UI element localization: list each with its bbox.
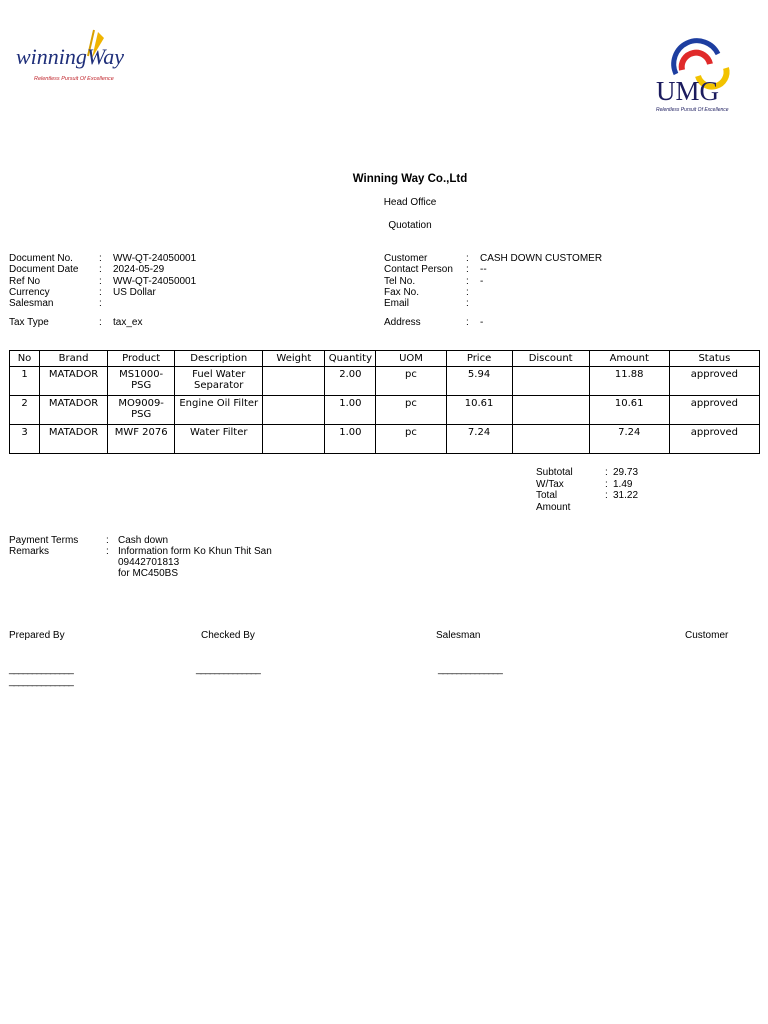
cell-weight <box>263 425 325 454</box>
cell-discount <box>512 396 589 425</box>
col-header-status: Status <box>669 351 759 367</box>
svg-text:Relentless Pursuit Of Excellen: Relentless Pursuit Of Excellence <box>34 76 114 82</box>
cell-amount: 10.61 <box>589 396 669 425</box>
cell-description: Engine Oil Filter <box>175 396 263 425</box>
cell-description: Water Filter <box>175 425 263 454</box>
office-name: Head Office <box>383 197 437 208</box>
cell-product: MS1000-PSG <box>108 367 175 396</box>
cell-status: approved <box>669 367 759 396</box>
customer-label: Customer <box>685 630 729 641</box>
cell-weight <box>263 396 325 425</box>
cell-amount: 7.24 <box>589 425 669 454</box>
cell-discount <box>512 367 589 396</box>
svg-text:UMG: UMG <box>656 76 720 106</box>
col-header-weight: Weight <box>263 351 325 367</box>
salesman-label: Salesman <box>436 630 481 641</box>
company-name: Winning Way Co.,Ltd <box>352 173 468 185</box>
umg-logo <box>648 32 744 116</box>
cell-product: MWF 2076 <box>108 425 175 454</box>
document-title: Quotation <box>388 220 432 231</box>
cell-status: approved <box>669 396 759 425</box>
checked-by-label: Checked By <box>201 630 255 641</box>
cell-discount <box>512 425 589 454</box>
cell-no: 1 <box>10 367 40 396</box>
checked-by-signature-line: ______________ <box>196 664 260 675</box>
col-header-price: Price <box>446 351 512 367</box>
col-header-discount: Discount <box>512 351 589 367</box>
cell-description: Fuel Water Separator <box>175 367 263 396</box>
cell-brand: MATADOR <box>40 425 108 454</box>
table-row <box>10 396 760 425</box>
cell-quantity: 1.00 <box>325 396 376 425</box>
cell-quantity: 1.00 <box>325 425 376 454</box>
cell-product: MO9009-PSG <box>108 396 175 425</box>
col-header-amount: Amount <box>589 351 669 367</box>
col-header-brand: Brand <box>40 351 108 367</box>
prepared-by-signature-line: ______________ <box>9 664 73 675</box>
items-table <box>9 350 760 454</box>
cell-price: 7.24 <box>446 425 512 454</box>
cell-brand: MATADOR <box>40 396 108 425</box>
cell-weight <box>263 367 325 396</box>
col-header-uom: UOM <box>376 351 446 367</box>
cell-uom: pc <box>376 396 446 425</box>
cell-no: 3 <box>10 425 40 454</box>
col-header-no: No <box>10 351 40 367</box>
svg-text:winningWay: winningWay <box>16 44 124 69</box>
col-header-quantity: Quantity <box>325 351 376 367</box>
col-header-description: Description <box>175 351 263 367</box>
cell-uom: pc <box>376 367 446 396</box>
cell-uom: pc <box>376 425 446 454</box>
winning-way-logo <box>14 28 126 92</box>
prepared-by-label: Prepared By <box>9 630 65 641</box>
cell-status: approved <box>669 425 759 454</box>
table-row <box>10 425 760 454</box>
customer-signature-line: ______________ <box>9 676 73 687</box>
col-header-product: Product <box>108 351 175 367</box>
cell-quantity: 2.00 <box>325 367 376 396</box>
svg-text:Relentless Pursuit Of Excellen: Relentless Pursuit Of Excellence <box>656 107 729 113</box>
cell-no: 2 <box>10 396 40 425</box>
cell-brand: MATADOR <box>40 367 108 396</box>
salesman-signature-line: ______________ <box>438 664 502 675</box>
cell-amount: 11.88 <box>589 367 669 396</box>
table-row <box>10 367 760 396</box>
cell-price: 10.61 <box>446 396 512 425</box>
table-header-row <box>10 351 760 367</box>
cell-price: 5.94 <box>446 367 512 396</box>
